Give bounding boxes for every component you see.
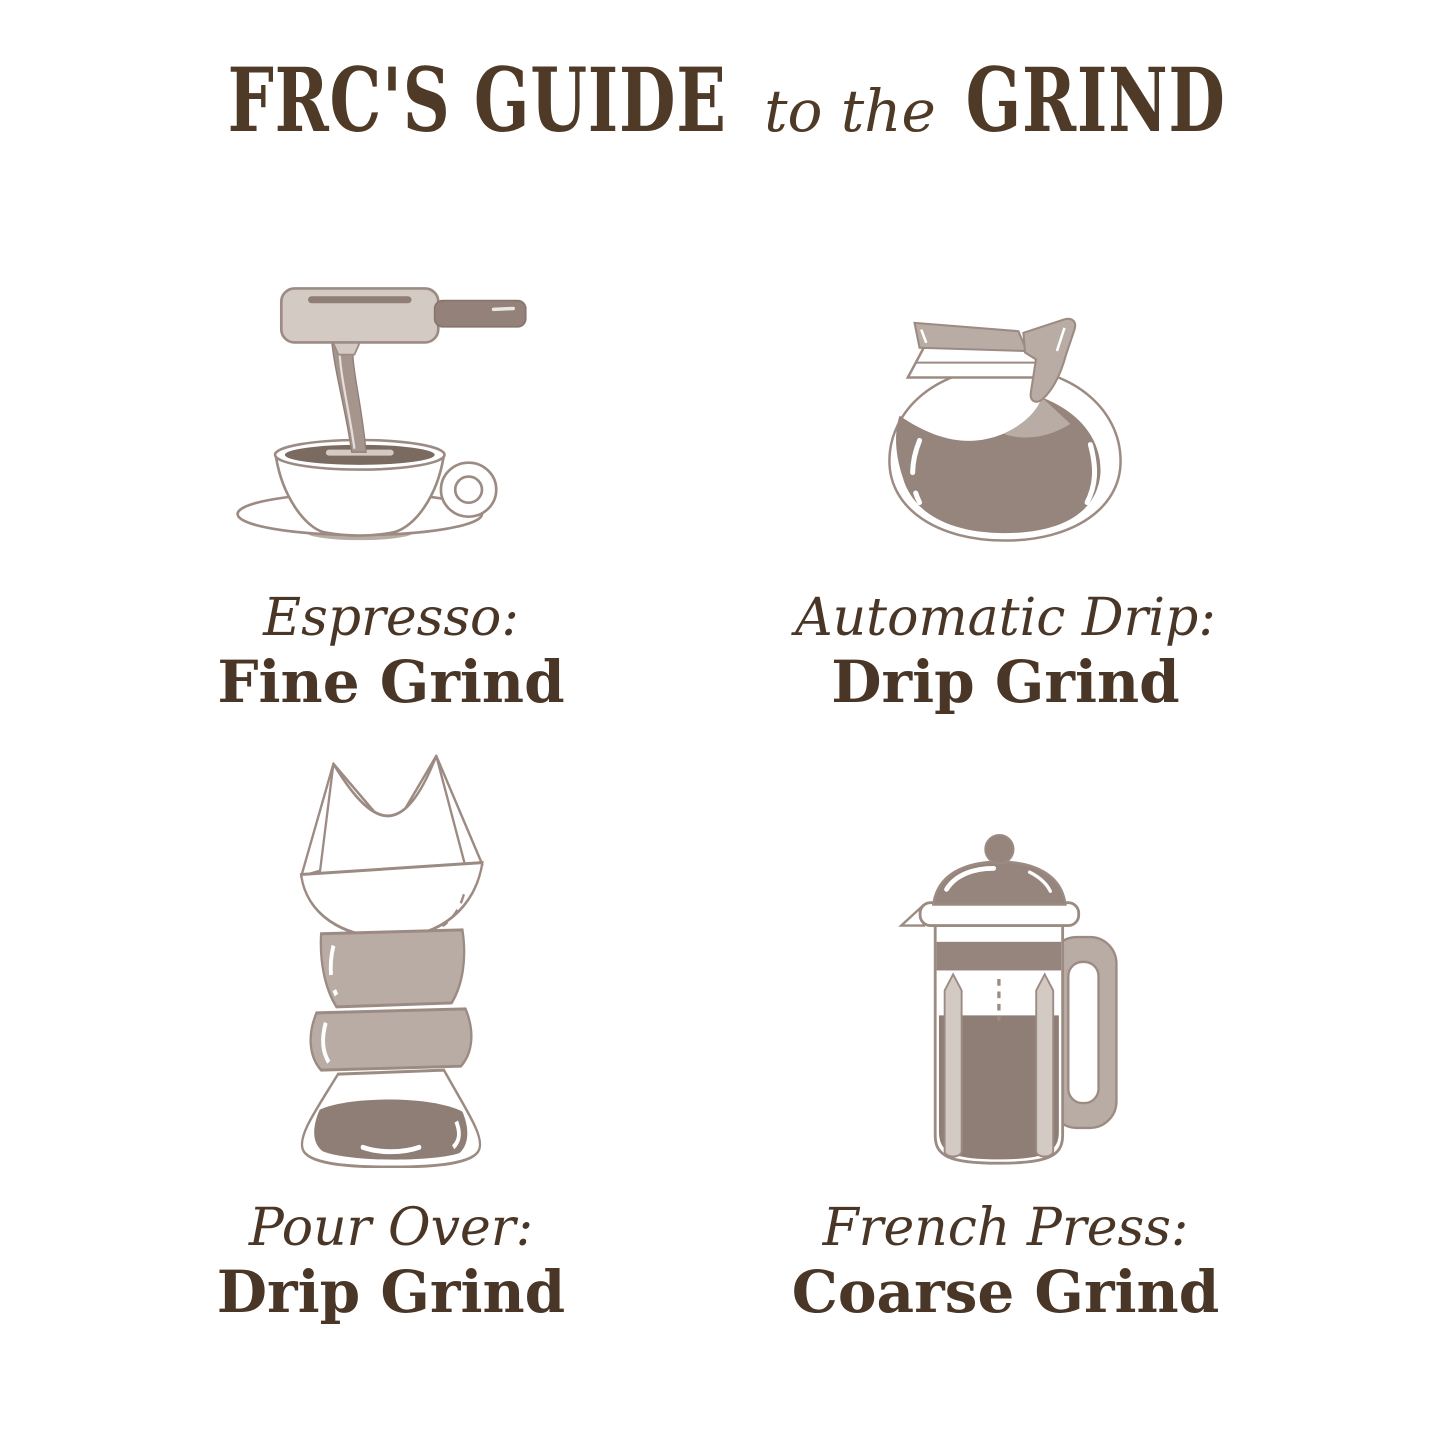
method-label: Espresso: [263,588,519,648]
title-lead-text: FRC'S GUIDE [227,48,727,152]
section-automatic-drip [722,164,1445,716]
grind-label: Fine Grind [217,648,565,717]
french-press-icon [888,834,1124,1168]
grind-label: Coarse Grind [791,1258,1220,1327]
automatic-drip-illustration [871,308,1139,548]
title-connector-text: to the [764,77,936,145]
poster-title [0,48,1445,156]
method-label: Automatic Drip: [795,588,1216,648]
espresso-portafilter-cup-icon [226,278,556,548]
pour-over-content [217,748,565,1326]
french-press-labels [792,1198,1220,1326]
method-label: French Press: [822,1198,1189,1258]
pour-over-labels [217,1198,565,1326]
espresso-illustration [226,278,556,548]
method-label: Pour Over: [248,1198,534,1258]
coffee-carafe-icon [871,308,1139,548]
french-press-illustration [888,834,1124,1168]
automatic-drip-labels [795,588,1216,716]
title-tail-text: GRIND [965,48,1226,152]
section-french-press [722,716,1445,1440]
french-press-content [792,834,1220,1326]
espresso-labels [217,588,564,716]
guide-grid [0,164,1445,1440]
espresso-content [217,278,564,716]
section-pour-over [0,716,722,1440]
pour-over-illustration [272,748,510,1168]
chemex-pour-over-icon [272,748,510,1168]
grind-label: Drip Grind [831,648,1180,717]
section-espresso [0,164,722,716]
grind-label: Drip Grind [216,1258,566,1327]
automatic-drip-content [795,308,1216,716]
